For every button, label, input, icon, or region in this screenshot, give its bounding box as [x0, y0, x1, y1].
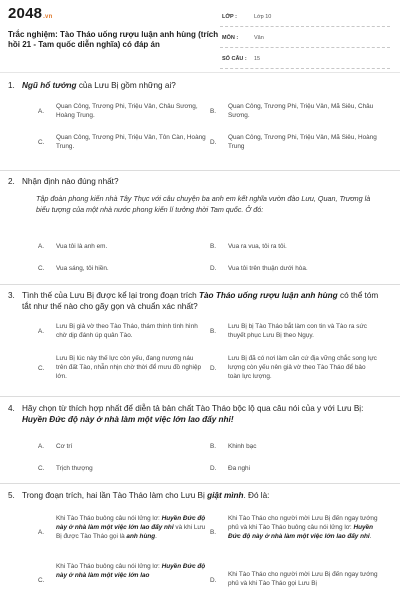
option-letter: B. [210, 243, 217, 250]
option-letter: B. [210, 108, 217, 115]
meta-subject [220, 31, 390, 48]
stem-text: Trong đoạn trích, hai lần Tào Tháo làm cho Lưu Bị [22, 491, 208, 500]
option-text: Lưu Bị đã có nơi làm căn cứ địa vững chắc song lực lượng còn yếu nên giả vờ theo Tào Tháo để bảo toàn lực lượng. [228, 355, 377, 380]
option-letter: C. [38, 577, 45, 584]
option-text-part: và khi Lưu Bị được Tào Tháo gọi là [56, 524, 206, 540]
option-text [56, 562, 206, 580]
stem-text: Hãy chọn từ thích hợp nhất để diễn tả bản chất Tào Tháo bộc lộ qua câu nói của y với Lưu Bị: [22, 404, 364, 413]
stem-text-end: có thể tóm tắt như thế nào cho gãy gọn và chuẩn xác nhất? [22, 291, 379, 311]
stem-text: Nhận định nào đúng nhất? [22, 177, 119, 186]
meta-class-value: Lớp 10 [254, 14, 272, 20]
option-text: Vua sáng, tôi hiền. [56, 265, 109, 272]
header [0, 0, 400, 62]
option-text: Quan Công, Trương Phi, Triệu Vân, Mã Siêu, Châu Sương. [228, 103, 374, 119]
option-letter: D. [210, 365, 217, 372]
stem-emphasis: giật mình [207, 491, 244, 500]
meta-count-label: SỐ CÂU : [222, 56, 247, 62]
option-text: Đa nghi [228, 465, 251, 472]
option-letter: C. [38, 139, 45, 146]
option-text: Quan Công, Trương Phi, Triệu Vân, Mã Siêu, Hoàng Trung [228, 134, 377, 150]
option-text-part: . [155, 533, 157, 540]
question-divider [0, 170, 400, 171]
option-text: Vua ra vua, tôi ra tôi. [228, 243, 287, 250]
stem-emphasis: Ngũ hổ tướng [22, 81, 77, 90]
question-stem [8, 80, 382, 91]
question-number: 2. [8, 177, 15, 186]
question-stem [8, 403, 382, 425]
stem-text-end: . Đó là: [243, 491, 270, 500]
option-letter: B. [210, 443, 217, 450]
logo-tld: .vn [43, 14, 53, 20]
quiz-title: Trắc nghiệm: Tào Tháo uống rượu luận anh hùng (trích hồi 21 - Tam quốc diễn nghĩa) có đáp án [8, 30, 219, 49]
option-text: Lưu Bị bị Tào Tháo bắt làm con tin và Tào ra sức thuyết phục Lưu Bị theo Ngụy. [228, 323, 367, 339]
option-letter: C. [38, 365, 45, 372]
logo-text: 2048 [8, 5, 43, 22]
stem-emphasis: Huyền Đức độ này ở nhà làm một việc lớn lao đấy nhỉ! [22, 415, 234, 424]
option-text [228, 514, 378, 541]
stem-text: của Lưu Bị gồm những ai? [76, 81, 176, 90]
question-stem [8, 290, 382, 312]
option-letter: A. [38, 443, 45, 450]
question-number: 4. [8, 404, 15, 413]
option-text: Trịch thượng [56, 465, 93, 472]
option-text-part: Khi Tào Tháo cho người mời Lưu Bị đến ngay tướng phủ và khi Tào Tháo buông câu nói lửng lơ: [228, 515, 378, 531]
option-text: Quan Công, Trương Phi, Triệu Vân, Châu Sương, Hoàng Trung. [56, 103, 198, 119]
option-text: Cơ trí [56, 443, 73, 450]
meta-class-label: LỚP : [222, 14, 237, 20]
option-quote: Huyền Đức độ này ở nhà làm một việc lớn lao [56, 563, 206, 579]
question-number: 5. [8, 491, 15, 500]
option-letter: B. [210, 529, 217, 536]
option-quote: Huyền Đức độ này ở nhà làm một việc lớn lao đấy nhỉ [56, 515, 206, 531]
option-letter: C. [38, 265, 45, 272]
option-letter: D. [210, 265, 217, 272]
option-letter: D. [210, 139, 217, 146]
option-letter: A. [38, 529, 45, 536]
option-text: Lưu Bị lúc này thế lực còn yếu, đang nương náu trên đất Tào, nhẫn nhịn chờ thời để mưu đồ nghiệp lớn. [56, 355, 202, 380]
option-letter: A. [38, 108, 45, 115]
option-text-part: Khi Tào Tháo buông câu nói lửng lơ: [56, 515, 162, 522]
option-letter: A. [38, 328, 45, 335]
option-letter: D. [210, 577, 217, 584]
question-stem [8, 176, 382, 187]
stem-emphasis: Tào Tháo uống rượu luận anh hùng [199, 291, 338, 300]
meta-subject-label: MÔN : [222, 35, 239, 41]
header-divider [0, 72, 400, 73]
quiz-meta [220, 10, 390, 73]
option-letter: C. [38, 465, 45, 472]
option-letter: B. [210, 328, 217, 335]
option-text: Khi Tào Tháo cho người mời Lưu Bị đến ngay tướng phủ và khi Tào Tháo gọi Lưu Bị [228, 571, 378, 587]
meta-count [220, 52, 390, 69]
question-number: 1. [8, 81, 15, 90]
meta-class [220, 10, 390, 27]
option-text: Vua tôi trên thuận dưới hòa. [228, 265, 308, 272]
question-stem [8, 490, 382, 501]
stem-text: Tình thế của Lưu Bị được kể lại trong đoạn trích [22, 291, 199, 300]
meta-count-value: 15 [254, 56, 261, 62]
option-quote: anh hùng [126, 533, 156, 540]
option-letter: A. [38, 243, 45, 250]
option-text-part: . [369, 533, 372, 540]
question-divider [0, 284, 400, 285]
site-logo[interactable] [8, 5, 52, 22]
question-passage: Tập đoàn phong kiến nhà Tây Thục với câu chuyện ba anh em kết nghĩa vườn đào Lưu, Quan, Trương là biểu tượng của một nhà nước phong kiến lí tưởng thời Tam quốc. Ở đó: [36, 194, 371, 214]
option-text: Vua tôi là anh em. [56, 243, 108, 250]
question-divider [0, 396, 400, 397]
option-letter: D. [210, 465, 217, 472]
option-text-part: Khi Tào Tháo buông câu nói lửng lơ: [56, 563, 162, 570]
option-text [56, 514, 206, 541]
option-text: Quan Công, Trương Phi, Triệu Vân, Tôn Càn, Hoàng Trung. [56, 134, 206, 150]
option-text: Khinh bạc [228, 443, 257, 450]
question-number: 3. [8, 291, 15, 300]
meta-subject-value: Văn [254, 35, 264, 41]
question-divider [0, 483, 400, 484]
option-text: Lưu Bị giả vờ theo Tào Tháo, thám thính tình hình chờ dịp đánh úp quân Tào. [56, 323, 198, 339]
option-quote: Huyền Đức độ này ở nhà làm một việc lớn lao đấy nhỉ [228, 524, 374, 540]
